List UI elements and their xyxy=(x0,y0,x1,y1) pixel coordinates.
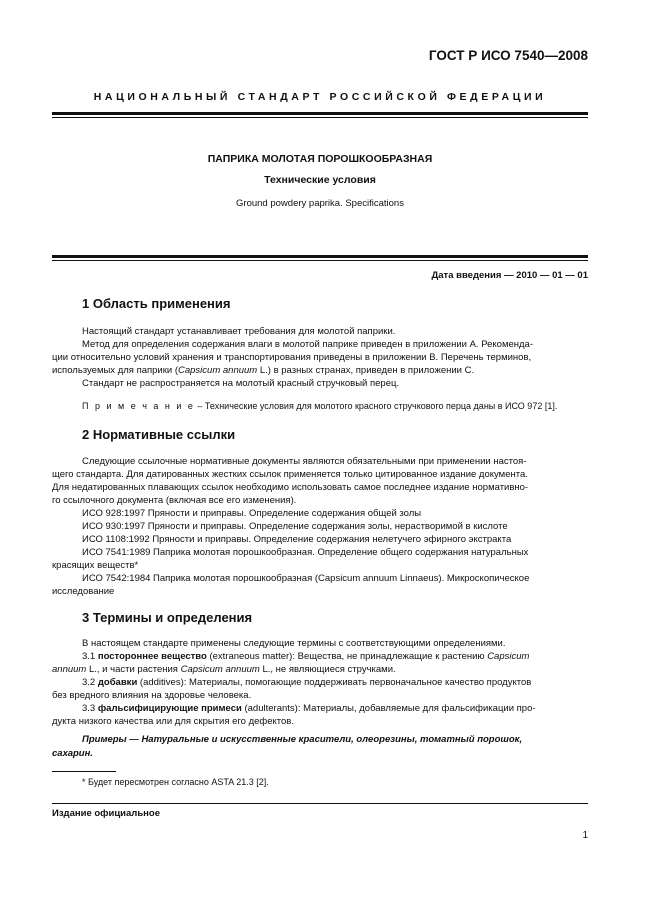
footer-rule xyxy=(52,803,588,804)
examples-block xyxy=(52,733,588,761)
term-line xyxy=(52,676,588,689)
latin-name: Capsicum annuum xyxy=(180,664,260,675)
examples-line: сахарин. xyxy=(52,748,93,759)
text-run: L., и части растения xyxy=(86,664,181,675)
section-3-body xyxy=(52,637,588,728)
page-number: 1 xyxy=(582,830,588,841)
reference-item: ИСО 7541:1989 Паприка молотая порошкообразная. Определение общего содержания натуральных xyxy=(82,547,529,558)
reference-item-cont: красящих веществ* xyxy=(52,560,139,571)
footnote: * Будет пересмотрен согласно ASTA 21.3 [2]. xyxy=(82,777,269,787)
header-rule-thick xyxy=(52,112,588,115)
term-line xyxy=(52,663,588,676)
section-3-heading: 3 Термины и определения xyxy=(82,610,253,625)
text-run: L., не являющиеся стручками. xyxy=(259,664,396,675)
latin-name: Capsicum xyxy=(487,651,530,662)
paragraph-line xyxy=(52,364,588,377)
latin-name: Capsicum annuum xyxy=(178,365,258,376)
title-rule-thick xyxy=(52,255,588,258)
paragraph-line: Следующие ссылочные нормативные документы являются обязательными при применении настоя- xyxy=(82,456,527,467)
header-rule-thin xyxy=(52,117,588,118)
document-english-title: Ground powdery paprika. Specifications xyxy=(236,198,404,209)
note-label: П р и м е ч а н и е xyxy=(82,401,195,411)
national-standard-banner: НАЦИОНАЛЬНЫЙ СТАНДАРТ РОССИЙСКОЙ ФЕДЕРАЦИИ xyxy=(93,91,547,103)
term-line: без вредного влияния на здоровье человека. xyxy=(52,690,252,701)
document-title: ПАПРИКА МОЛОТАЯ ПОРОШКООБРАЗНАЯ xyxy=(207,153,433,165)
term-line xyxy=(52,702,588,715)
paragraph-line: Настоящий стандарт устанавливает требования для молотой паприки. xyxy=(82,326,396,337)
paragraph-line: ции относительно условий хранения и транспортирования приведены в приложении В. Перечень терминов, xyxy=(52,352,532,363)
text-run: (additives): Материалы, помогающие поддерживать первоначальное качество продуктов xyxy=(137,677,532,688)
term-number: 3.2 xyxy=(82,677,98,688)
text-run: используемых для паприки ( xyxy=(52,365,178,376)
term-name: фальсифицирующие примеси xyxy=(97,703,242,714)
paragraph-line: го ссылочного документа (включая все его изменения). xyxy=(52,495,297,506)
section-1-note xyxy=(82,401,557,411)
term-line xyxy=(52,650,588,663)
reference-item: ИСО 930:1997 Пряности и приправы. Определение содержания золы, нерастворимой в кислоте xyxy=(82,521,508,532)
edition-label: Издание официальное xyxy=(52,808,160,819)
paragraph-line: Метод для определения содержания влаги в молотой паприке приведен в приложении А. Рекоменда- xyxy=(82,339,534,350)
reference-item: ИСО 1108:1992 Пряности и приправы. Определение содержания нелетучего эфирного экстракта xyxy=(82,534,512,545)
paragraph-line: В настоящем стандарте применены следующие термины с соответствующими определениями. xyxy=(82,638,506,649)
reference-item: ИСО 928:1997 Пряности и приправы. Определение содержания общей золы xyxy=(82,508,422,519)
note-text: – Технические условия для молотого красного стручкового перца даны в ИСО 972 [1]. xyxy=(194,401,558,411)
title-rule-thin xyxy=(52,260,588,261)
paragraph-line: Для недатированных плавающих ссылок необходимо использовать самое последнее издание нормативно- xyxy=(52,482,529,493)
standard-number: ГОСТ Р ИСО 7540—2008 xyxy=(428,48,588,63)
reference-item-cont: исследование xyxy=(52,586,115,597)
text-run: (adulterants): Материалы, добавляемые для фальсификации про- xyxy=(241,703,536,714)
footnote-rule xyxy=(52,771,116,772)
term-number: 3.3 xyxy=(82,703,98,714)
text-run: (extraneous matter): Вещества, не принадлежащие к растению xyxy=(206,651,488,662)
section-1-body xyxy=(52,325,588,390)
section-1-heading: 1 Область применения xyxy=(82,296,231,311)
section-2-body xyxy=(52,455,588,598)
examples-line: Примеры — Натуральные и искусственные красители, олеорезины, томатный порошок, xyxy=(82,734,523,745)
document-subtitle: Технические условия xyxy=(264,174,376,186)
reference-item: ИСО 7542:1984 Паприка молотая порошкообразная (Capsicum annuum Linnaeus). Микроскопическое xyxy=(82,573,530,584)
section-2-heading: 2 Нормативные ссылки xyxy=(82,427,236,442)
term-name: постороннее вещество xyxy=(97,651,207,662)
text-run: L.) в разных странах, приведен в приложении С. xyxy=(257,365,475,376)
term-name: добавки xyxy=(97,677,138,688)
paragraph-line: Стандарт не распространяется на молотый красный стручковый перец. xyxy=(82,378,400,389)
term-number: 3.1 xyxy=(82,651,98,662)
paragraph-line: щего стандарта. Для датированных жестких ссылок применяется только цитированное издание документа. xyxy=(52,469,528,480)
term-line: дукта низкого качества или для скрытия его дефектов. xyxy=(52,716,294,727)
introduction-date: Дата введения — 2010 — 01 — 01 xyxy=(431,270,588,281)
latin-name: annuum xyxy=(52,664,87,675)
